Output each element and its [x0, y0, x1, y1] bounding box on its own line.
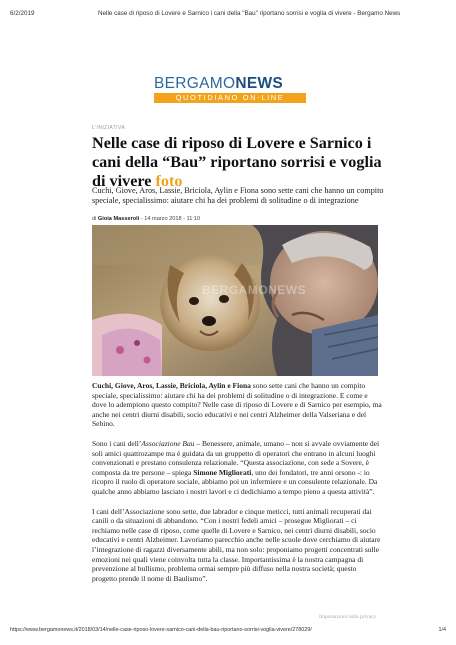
section-tag[interactable]: L'INIZIATIVA	[92, 125, 126, 131]
photo-illustration	[92, 225, 378, 376]
founder-name: Simone Migliorati	[193, 467, 252, 477]
article-body	[92, 381, 382, 593]
photo-watermark: BERGAMONEWS	[202, 283, 307, 297]
print-page-number: 1/4	[438, 627, 446, 633]
logo-part-1: BERGAMO	[154, 75, 236, 92]
photo-badge[interactable]: foto	[155, 172, 183, 190]
print-page-title: Nelle case di riposo di Lovere e Sarnico i cani della "Bau" riportano sorrisi e voglia di vivere - Bergamo News	[98, 10, 401, 17]
paragraph-2	[92, 439, 382, 497]
byline	[92, 216, 392, 222]
dog-names: Cuchi, Giove, Aros, Lassie, Briciola, Aylin e Fiona	[92, 381, 251, 390]
p1-text: sono sette cani che hanno un compito speciale, specialissimo: aiutare chi ha dei problemi di solitudine o di integrazione. E come e dove lo adempiono questo compito? Nelle case di riposo di Lovere e di Sarnico per esempio, ma anche nei centri diurni disabili, socio educativi e nei centri Alzheimer della Valseriana e del Sebino.	[92, 381, 382, 429]
p2-text-b: – Benessere, animale, umano – non si avvale ovviamente dei soli amici quattrozampe ma è guidata da un gruppetto di operatori che entrano in alcuni luoghi convenzionati e prestano consulenza relazionale. “Questa associazione, con sede a Sovere, è composta da tre persone – spiega	[92, 438, 380, 477]
p2-text-a: Sono i cani dell’	[92, 438, 142, 448]
logo-part-2: NEWS	[235, 75, 284, 92]
article-photo[interactable]	[92, 225, 378, 376]
paragraph-1	[92, 381, 382, 429]
site-logo[interactable]	[154, 76, 306, 103]
byline-prefix: di	[92, 216, 97, 222]
article-subtitle: Cuchi, Giove, Aros, Lassie, Briciola, Aylin e Fiona sono sette cani che hanno un compito speciale, specialissimo: aiutare chi ha dei problemi di solitudine o di integrazione	[92, 186, 384, 206]
article-headline	[92, 134, 392, 191]
headline-text: Nelle case di riposo di Lovere e Sarnico i cani della “Bau” riportano sorrisi e voglia di vivere	[92, 134, 382, 190]
paragraph-3: I cani dell’Associazione sono sette, due labrador e cinque meticci, tutti animali recuperati dai canili o da situazioni di abbandono. “Con i nostri fedeli amici – prosegue Migliorati – ci rechiamo nelle case di riposo, come quelle di Lovere e Sarnico, nei centri diurni disabili, socio educativi e centri Alzheimer. Lavoriamo parecchio anche nelle scuole dove cerchiamo di aiutare l’integrazione di ragazzi diversamente abili, ma non solo: proponiamo progetti concentrati sulle emozioni nei quali viene coinvolta tutta la classe. Importantissima è la nostra campagna di prevenzione al bullismo, problema ormai sempre più diffuso nella nostra società; questo progetto prende il nome di Baulismo”.	[92, 506, 381, 583]
publish-datetime: - 14 marzo 2018 - 11:10	[140, 216, 201, 222]
print-header	[10, 10, 446, 20]
print-date: 6/2/2019	[10, 10, 35, 17]
p2-text-c: , uno dei fondatori, tre anni orsono -: io ricopro il ruolo di operatore sociale, abbiamo poi un infermiere e un consulente relazionale. Da qualche anno abbiamo lasciato i nostri lavori e ci dedichiamo a tempo pieno a questa attività”.	[92, 467, 378, 496]
privacy-settings-link[interactable]: Impostazioni sulla privacy	[319, 614, 377, 620]
print-url: https://www.bergamonews.it/2018/03/14/nelle-case-riposo-lovere-sarnico-cani-della-bau-riportano-sorrisi-voglia-vivere/278029/	[10, 627, 312, 633]
author-link[interactable]: Gioia Masseroli	[97, 216, 140, 222]
logo-wordmark	[154, 76, 306, 92]
association-name: Associazione Bau	[141, 438, 195, 448]
logo-tagline: QUOTIDIANO ON-LINE	[154, 93, 306, 103]
print-footer	[10, 627, 446, 637]
